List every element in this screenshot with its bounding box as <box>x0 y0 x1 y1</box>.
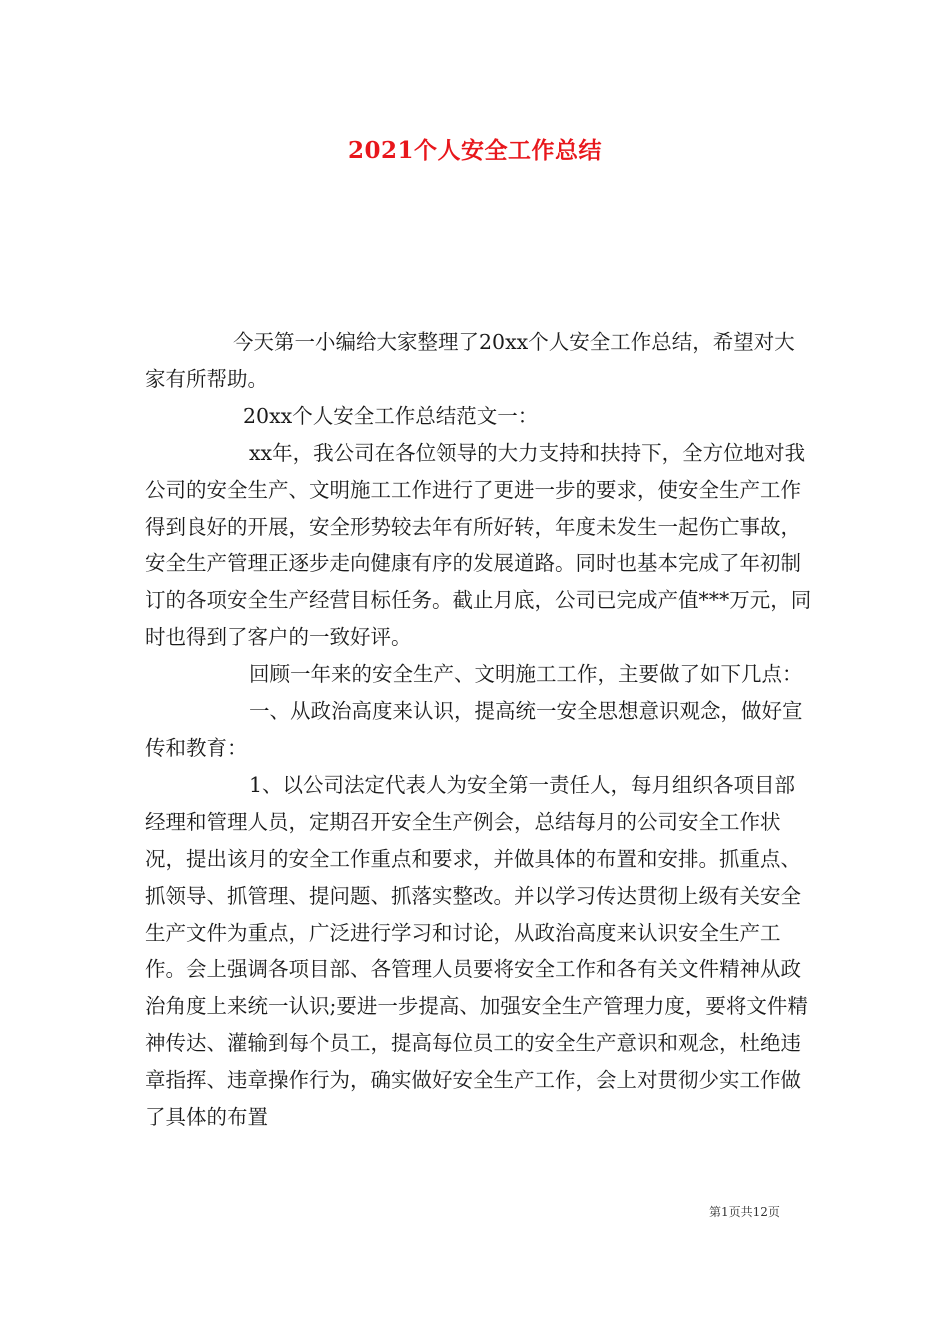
body-paragraph: 1、以公司法定代表人为安全第一责任人，每月组织各项目部经理和管理人员，定期召开安全生产例会，总结每月的公司安全工作状况，提出该月的安全工作重点和要求，并做具体的布置和安排。抓重点、抓领导、抓管理、提问题、抓落实整改。并以学习传达贯彻上级有关安全生产文件为重点，广泛进行学习和讨论，从政治高度来认识安全生产工作。会上强调各项目部、各管理人员要将安全工作和各有关文件精神从政治角度上来统一认识;要进一步提高、加强安全生产管理力度，要将文件精神传达、灌输到每个员工，提高每位员工的安全生产意识和观念，杜绝违章指挥、违章操作行为，确实做好安全生产工作，会上对贯彻少实工作做了具体的布置 <box>145 772 808 1130</box>
document-body <box>145 324 813 1136</box>
section-heading: 20xx个人安全工作总结范文一： <box>243 403 539 428</box>
body-paragraph: 一、从政治高度来认识，提高统一安全思想意识观念，做好宣传和教育： <box>145 699 803 760</box>
document-title: 2021个人安全工作总结 <box>347 137 602 164</box>
body-paragraph: xx年，我公司在各位领导的大力支持和扶持下，全方位地对我公司的安全生产、文明施工工作进行了更进一步的要求，使安全生产工作得到良好的开展，安全形势较去年有所好转，年度未发生一起伤亡事故，安全生产管理正逐步走向健康有序的发展道路。同时也基本完成了年初制订的各项安全生产经营目标任务。截止月底，公司已完成产值***万元，同时也得到了客户的一致好评。 <box>145 440 812 650</box>
body-paragraph: 回顾一年来的安全生产、文明施工工作，主要做了如下几点： <box>249 662 803 687</box>
intro-paragraph: 今天第一小编给大家整理了20xx个人安全工作总结，希望对大家有所帮助。 <box>145 330 795 391</box>
page-number: 第1页共12页 <box>709 1205 780 1219</box>
